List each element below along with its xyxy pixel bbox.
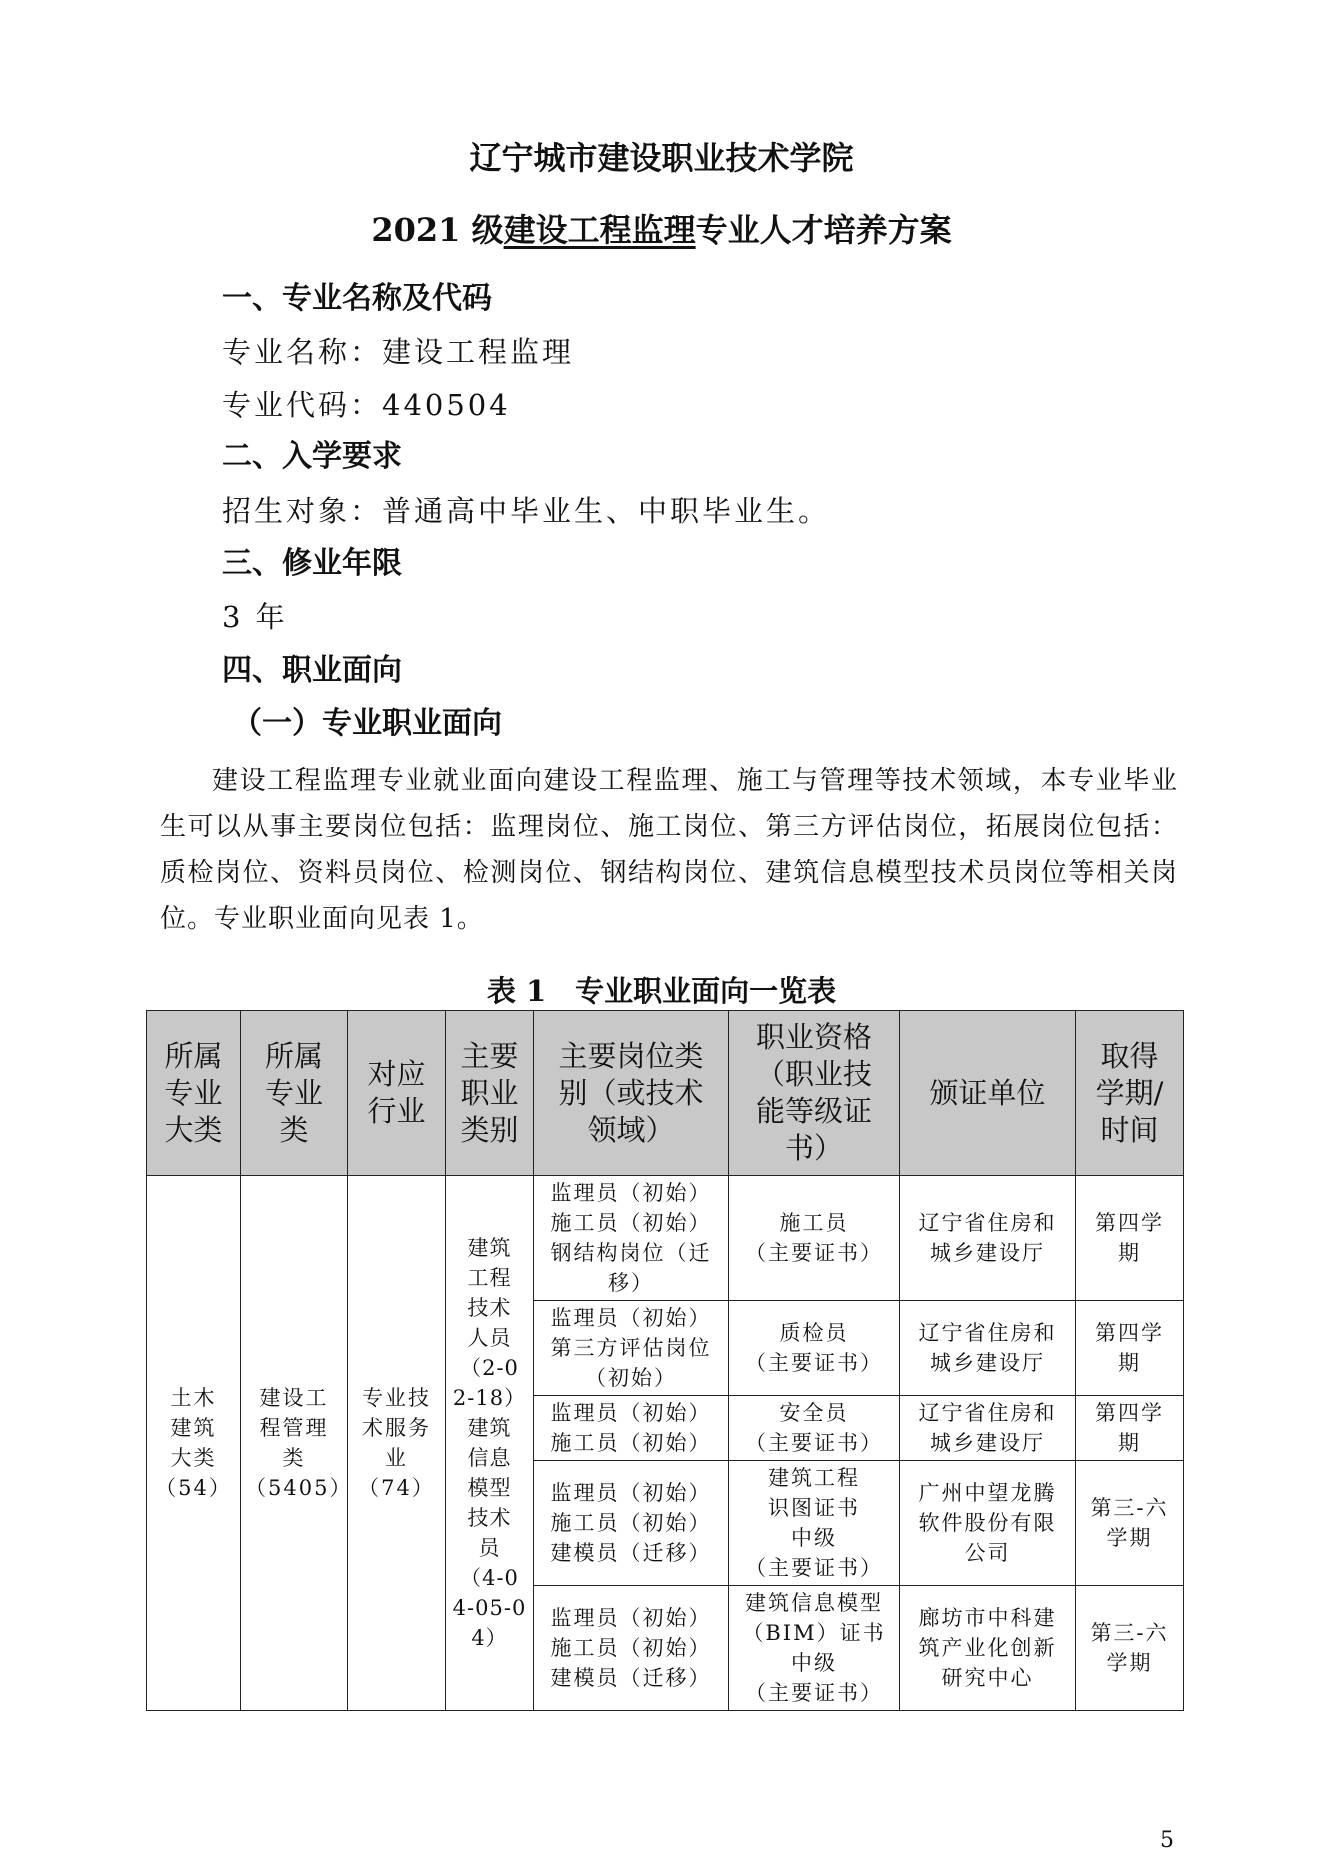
cell-term: 第四学 期 [1076, 1396, 1184, 1461]
cell-subcategory: 建设工 程管理 类 （5405） [241, 1176, 348, 1711]
cell-occupation: 建筑 工程 技术 人员 （2-0 2-18） 建筑 信息 模型 技术 员 （4-0 4-05-0 4） [446, 1176, 534, 1711]
section-3-heading: 三、修业年限 [222, 546, 402, 581]
header-posts: 主要岗位类 别（或技术 领域） [534, 1011, 729, 1176]
table-caption: 表 1 专业职业面向一览表 [486, 974, 837, 1008]
cell-posts: 监理员（初始） 施工员（初始） 建模员（迁移） [534, 1586, 729, 1711]
header-occupation: 主要 职业 类别 [446, 1011, 534, 1176]
cell-term: 第三-六 学期 [1076, 1586, 1184, 1711]
table-header-row [147, 1011, 1184, 1176]
study-years: 3 年 [222, 600, 288, 634]
cell-term: 第三-六 学期 [1076, 1461, 1184, 1586]
school-title: 辽宁城市建设职业技术学院 [469, 139, 854, 177]
cell-cert: 质检员 （主要证书） [729, 1301, 900, 1396]
cell-posts: 监理员（初始） 第三方评估岗位 （初始） [534, 1301, 729, 1396]
plan-title-major: 建设工程监理 [503, 211, 696, 249]
cell-term: 第四学 期 [1076, 1301, 1184, 1396]
plan-title-suffix: 专业人才培养方案 [695, 211, 952, 249]
cell-category: 土木 建筑 大类 （54） [147, 1176, 241, 1711]
major-code: 专业代码：440504 [222, 388, 511, 422]
cell-posts: 监理员（初始） 施工员（初始） 钢结构岗位（迁 移） [534, 1176, 729, 1301]
cell-posts: 监理员（初始） 施工员（初始） [534, 1396, 729, 1461]
plan-title [0, 210, 1323, 250]
career-paragraph: 建设工程监理专业就业面向建设工程监理、施工与管理等技术领域，本专业毕业生可以从事主要岗位包括：监理岗位、施工岗位、第三方评估岗位，拓展岗位包括：质检岗位、资料员岗位、检测岗位、钢结构岗位、建筑信息模型技术员岗位等相关岗位。专业职业面向见表 1。 [160, 766, 1178, 934]
section-2-heading: 二、入学要求 [222, 439, 402, 474]
cell-cert: 施工员 （主要证书） [729, 1176, 900, 1301]
cell-cert: 建筑信息模型 （BIM）证书 中级 （主要证书） [729, 1586, 900, 1711]
section-1-heading: 一、专业名称及代码 [222, 281, 492, 316]
header-industry: 对应 行业 [348, 1011, 446, 1176]
header-term: 取得 学期/ 时间 [1076, 1011, 1184, 1176]
cell-issuer: 辽宁省住房和 城乡建设厅 [900, 1396, 1076, 1461]
cell-posts: 监理员（初始） 施工员（初始） 建模员（迁移） [534, 1461, 729, 1586]
table-row [147, 1176, 1184, 1301]
cell-issuer: 辽宁省住房和 城乡建设厅 [900, 1176, 1076, 1301]
admission-target: 招生对象：普通高中毕业生、中职毕业生。 [222, 494, 831, 528]
section-4-heading: 四、职业面向 [222, 653, 402, 688]
cell-industry: 专业技 术服务 业（74） [348, 1176, 446, 1711]
header-issuer: 颁证单位 [900, 1011, 1076, 1176]
career-table [146, 1010, 1184, 1711]
major-name: 专业名称：建设工程监理 [222, 335, 575, 369]
header-category: 所属 专业 大类 [147, 1011, 241, 1176]
cell-issuer: 辽宁省住房和 城乡建设厅 [900, 1301, 1076, 1396]
cell-cert: 安全员 （主要证书） [729, 1396, 900, 1461]
plan-title-prefix: 2021 级 [371, 211, 504, 249]
page-number: 5 [1160, 1828, 1174, 1853]
cell-issuer: 广州中望龙腾 软件股份有限 公司 [900, 1461, 1076, 1586]
header-subcategory: 所属 专业 类 [241, 1011, 348, 1176]
cell-issuer: 廊坊市中科建 筑产业化创新 研究中心 [900, 1586, 1076, 1711]
header-cert: 职业资格 （职业技 能等级证 书） [729, 1011, 900, 1176]
cell-term: 第四学 期 [1076, 1176, 1184, 1301]
subsection-heading: （一）专业职业面向 [232, 706, 502, 741]
cell-cert: 建筑工程 识图证书 中级 （主要证书） [729, 1461, 900, 1586]
